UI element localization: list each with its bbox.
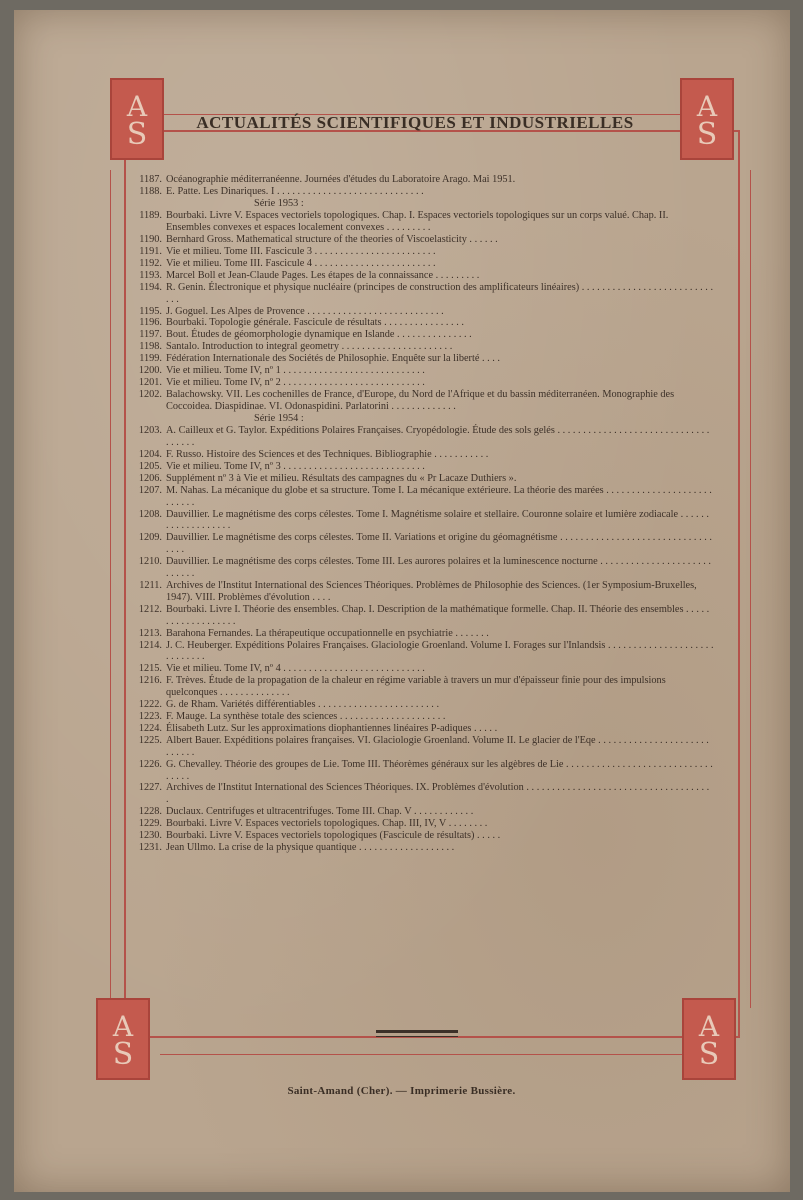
list-item xyxy=(124,186,714,198)
list-item xyxy=(124,353,714,365)
entry-number: 1210. xyxy=(138,556,162,568)
entry-number: 1230. xyxy=(138,830,162,842)
series-heading: Série 1953 : xyxy=(254,197,304,209)
entry-title: Marcel Boll et Jean-Claude Pages. Les étapes de la connaissance . . . . . . . . . xyxy=(166,269,480,281)
entry-number: 1201. xyxy=(138,377,162,388)
entry-number: 1198. xyxy=(139,341,162,353)
outer-bottom-rule xyxy=(160,1054,684,1055)
entry-number: 1211. xyxy=(139,580,162,591)
entry-title: Dauvillier. Le magnétisme des corps célestes. Tome I. Magnétisme solaire et stellaire. Couronne solaire et lumière zodiacale . . . . . . . . . . . . . . . . . . . xyxy=(166,508,709,532)
entry-number: 1191. xyxy=(139,246,162,258)
entry-title: Élisabeth Lutz. Sur les approximations diophantiennes linéaires P-adiques . . . . . xyxy=(166,722,498,734)
entry-number: 1196. xyxy=(139,317,162,329)
entry-title: J. Goguel. Les Alpes de Provence . . . . . . . . . . . . . . . . . . . . . . . . . . . xyxy=(166,305,444,317)
svg-text:S: S xyxy=(698,1037,720,1072)
entry-title: E. Patte. Les Dinariques. I . . . . . . . . . . . . . . . . . . . . . . . . . . . . . xyxy=(166,185,424,197)
list-item xyxy=(124,735,714,759)
entry-number: 1205. xyxy=(138,460,162,472)
entry-number: 1215. xyxy=(138,663,162,675)
list-item xyxy=(124,317,714,329)
entry-number: 1204. xyxy=(138,449,162,461)
entry-number: 1193. xyxy=(139,269,162,281)
outer-right-rule xyxy=(750,170,751,1008)
entry-title: Vie et milieu. Tome IV, nº 1 . . . . . . . . . . . . . . . . . . . . . . . . . . . . xyxy=(166,365,425,377)
entry-title: Supplément nº 3 à Vie et milieu. Résultats des campagnes du « Pr Lacaze Duthiers ». xyxy=(166,472,517,484)
list-item xyxy=(124,580,714,604)
entry-title: Vie et milieu. Tome III. Fascicule 4 . . . . . . . . . . . . . . . . . . . . . . . . xyxy=(166,257,436,269)
entry-title: Duclaux. Centrifuges et ultracentrifuges. Tome III. Chap. V . . . . . . . . . . . . xyxy=(166,806,474,818)
entry-title: J. C. Heuberger. Expéditions Polaires Françaises. Glaciologie Groenland. Volume I. Forages sur l'Inlandsis . . . . . . . . . . . . . . . . . . . . . . . . . . . . . xyxy=(166,639,714,663)
entry-title: Bourbaki. Livre I. Théorie des ensembles. Chap. I. Description de la mathématique formelle. Chap. II. Théorie des ensembles . . . . . . . . . . . . . . . . . . . xyxy=(166,603,710,627)
list-item xyxy=(124,818,714,830)
outer-left-rule xyxy=(110,170,111,1008)
list-item xyxy=(124,473,714,485)
list-item xyxy=(124,306,714,318)
list-item xyxy=(124,329,714,341)
entry-title: Bourbaki. Topologie générale. Fascicule de résultats . . . . . . . . . . . . . . . . xyxy=(166,317,464,329)
divider-rule xyxy=(376,1030,458,1033)
list-item xyxy=(124,210,714,234)
list-item xyxy=(124,365,714,377)
entry-number: 1212. xyxy=(138,603,162,615)
entry-number: 1195. xyxy=(139,305,162,317)
entry-title: Vie et milieu. Tome IV, nº 4 . . . . . . . . . . . . . . . . . . . . . . . . . . . . xyxy=(166,663,425,675)
entry-title: Dauvillier. Le magnétisme des corps célestes. Tome II. Variations et origine du géomagnétisme . . . . . . . . . . . . . . . . . . . . . . . . . . . . . . . . . . xyxy=(166,532,712,556)
svg-text:A: A xyxy=(126,90,148,123)
entry-title: Barahona Fernandes. La thérapeutique occupationnelle en psychiatrie . . . . . . . xyxy=(166,627,489,639)
entry-number: 1226. xyxy=(138,758,162,770)
entry-number: 1214. xyxy=(138,639,162,651)
list-item xyxy=(124,449,714,461)
svg-text:S: S xyxy=(126,117,148,152)
list-item xyxy=(124,509,714,533)
entry-number: 1229. xyxy=(138,818,162,830)
entry-number: 1208. xyxy=(138,508,162,520)
entry-number: 1187. xyxy=(139,174,162,185)
list-item xyxy=(124,806,714,818)
entry-title: M. Nahas. La mécanique du globe et sa structure. Tome I. La mécanique extérieure. La théorie des marées . . . . . . . . . . . . . . . . . . . . . . . . . . . xyxy=(166,484,712,508)
entry-number: 1189. xyxy=(139,210,162,222)
printer-imprint: Saint-Amand (Cher). — Imprimerie Bussière. xyxy=(287,1085,516,1097)
entry-number: 1225. xyxy=(138,734,162,746)
entry-number: 1231. xyxy=(138,841,162,853)
svg-text:A: A xyxy=(112,1010,134,1043)
list-item xyxy=(124,675,714,699)
list-item xyxy=(124,711,714,723)
entry-title: Bout. Études de géomorphologie dynamique en Islande . . . . . . . . . . . . . . . xyxy=(166,329,472,341)
entry-title: Bourbaki. Livre V. Espaces vectoriels topologiques. Chap. I. Espaces vectoriels topologiques sur un corps valué. Chap. II. Ensembles convexes et espaces localement convexes . . . . . . . . . xyxy=(166,210,669,234)
entry-number: 1188. xyxy=(139,185,162,197)
as-monogram-icon xyxy=(680,78,734,160)
entry-number: 1202. xyxy=(138,388,162,400)
entry-title: Vie et milieu. Tome III. Fascicule 3 . . . . . . . . . . . . . . . . . . . . . . . . xyxy=(166,246,436,258)
entry-title: R. Genin. Électronique et physique nucléaire (principes de construction des amplificateurs linéaires) . . . . . . . . . . . . . . . . . . . . . . . . . . . . . xyxy=(166,281,714,305)
list-item xyxy=(124,723,714,735)
entry-title: Dauvillier. Le magnétisme des corps célestes. Tome III. Les aurores polaires et la luminescence nocturne . . . . . . . . . . . . . . . . . . . . . . . . . . . . xyxy=(166,556,711,580)
as-monogram-icon xyxy=(96,998,150,1080)
list-item xyxy=(124,377,714,389)
entry-title: Bernhard Gross. Mathematical structure of the theories of Viscoelasticity . . . . . . xyxy=(166,234,498,246)
entry-title: G. de Rham. Variétés différentiables . . . . . . . . . . . . . . . . . . . . . . . . xyxy=(166,699,440,711)
list-item xyxy=(124,842,714,854)
entry-number: 1223. xyxy=(138,710,162,722)
list-item xyxy=(124,640,714,664)
entry-number: 1203. xyxy=(138,425,162,437)
list-item xyxy=(124,556,714,580)
entry-number: 1206. xyxy=(138,472,162,484)
list-item xyxy=(124,282,714,306)
entry-title: Archives de l'Institut International des Sciences Théoriques. Problèmes de Philosophie des Sciences. (1er Symposium-Bruxelles, 1947). VIII. Problèmes d'évolution . . . . xyxy=(166,580,697,603)
entry-title: Santalo. Introduction to integral geometry . . . . . . . . . . . . . . . . . . . . . . xyxy=(166,341,453,353)
entry-title: Vie et milieu. Tome IV, nº 3 . . . . . . . . . . . . . . . . . . . . . . . . . . . . xyxy=(166,460,425,472)
entry-number: 1209. xyxy=(138,532,162,544)
entry-number: 1227. xyxy=(138,782,162,794)
entry-number: 1190. xyxy=(139,234,162,246)
entry-title: Albert Bauer. Expéditions polaires françaises. VI. Glaciologie Groenland. Volume II. Le glacier de l'Eqe . . . . . . . . . . . . . . . . . . . . . . . . . . . . xyxy=(166,734,709,758)
entry-title: F. Russo. Histoire des Sciences et des Techniques. Bibliographie . . . . . . . . . . . xyxy=(166,449,489,461)
list-item xyxy=(124,270,714,282)
entry-number: 1200. xyxy=(138,365,162,377)
list-item xyxy=(124,174,714,186)
as-monogram-icon xyxy=(682,998,736,1080)
entry-number: 1192. xyxy=(139,257,162,269)
entry-number: 1194. xyxy=(139,281,162,293)
svg-text:S: S xyxy=(112,1037,134,1072)
list-item xyxy=(124,246,714,258)
list-item xyxy=(124,532,714,556)
entry-number: 1199. xyxy=(139,353,162,365)
list-item xyxy=(124,258,714,270)
entry-number: 1216. xyxy=(138,675,162,687)
series-title: ACTUALITÉS SCIENTIFIQUES ET INDUSTRIELLES xyxy=(196,113,634,132)
list-item xyxy=(124,461,714,473)
entry-title: Bourbaki. Livre V. Espaces vectoriels topologiques (Fascicule de résultats) . . . . . xyxy=(166,830,501,842)
entry-title: F. Trèves. Étude de la propagation de la chaleur en régime variable à travers un mur d'épaisseur finie pour des impulsions quelconques . . . . . . . . . . . . . . xyxy=(166,675,666,699)
publication-list xyxy=(124,174,714,854)
entry-number: 1228. xyxy=(138,806,162,818)
as-monogram-icon xyxy=(110,78,164,160)
entry-title: Océanographie méditerranéenne. Journées d'études du Laboratoire Arago. Mai 1951. xyxy=(166,174,516,185)
svg-text:S: S xyxy=(696,117,718,152)
entry-title: Archives de l'Institut International des Sciences Théoriques. IX. Problèmes d'évolution . . . . . . . . . . . . . . . . . . . . . . . . . . . . . . . . . . . . . xyxy=(166,782,710,806)
entry-title: Fédération Internationale des Sociétés de Philosophie. Enquête sur la liberté . . . . xyxy=(166,353,500,365)
entry-title: Jean Ullmo. La crise de la physique quantique . . . . . . . . . . . . . . . . . . . xyxy=(166,841,455,853)
entry-title: Balachowsky. VII. Les cochenilles de France, d'Europe, du Nord de l'Afrique et du bassin méditerranéen. Monographie des Coccoidea. Diaspidinae. VI. Odonaspidini. Parlatorini . . . . . . . . . . . . . xyxy=(166,388,675,412)
list-item xyxy=(124,485,714,509)
entry-number: 1224. xyxy=(138,722,162,734)
list-item xyxy=(124,782,714,806)
list-item xyxy=(124,699,714,711)
list-item xyxy=(124,628,714,640)
list-item xyxy=(124,389,714,413)
list-item xyxy=(124,425,714,449)
list-item xyxy=(124,759,714,783)
entry-title: A. Cailleux et G. Taylor. Expéditions Polaires Françaises. Cryopédologie. Étude des sols gelés . . . . . . . . . . . . . . . . . . . . . . . . . . . . . . . . . . . . xyxy=(166,425,710,449)
svg-text:A: A xyxy=(698,1010,720,1043)
divider-rule xyxy=(376,1036,458,1037)
list-item xyxy=(124,830,714,842)
entry-number: 1213. xyxy=(138,627,162,639)
list-item xyxy=(124,663,714,675)
entry-number: 1197. xyxy=(139,329,162,341)
entry-number: 1207. xyxy=(138,484,162,496)
list-item xyxy=(124,234,714,246)
list-item xyxy=(124,604,714,628)
list-item xyxy=(124,341,714,353)
entry-title: Vie et milieu. Tome IV, nº 2 . . . . . . . . . . . . . . . . . . . . . . . . . . . . xyxy=(166,377,425,388)
entry-title: F. Mauge. La synthèse totale des sciences . . . . . . . . . . . . . . . . . . . . . xyxy=(166,710,446,722)
entry-title: Bourbaki. Livre V. Espaces vectoriels topologiques. Chap. III, IV, V . . . . . . . . xyxy=(166,818,488,830)
entry-title: G. Chevalley. Théorie des groupes de Lie. Tome III. Théorèmes généraux sur les algèbres de Lie . . . . . . . . . . . . . . . . . . . . . . . . . . . . . . . . . . xyxy=(166,758,713,782)
svg-text:A: A xyxy=(696,90,718,123)
entry-number: 1222. xyxy=(138,699,162,711)
series-heading: Série 1954 : xyxy=(254,412,304,424)
